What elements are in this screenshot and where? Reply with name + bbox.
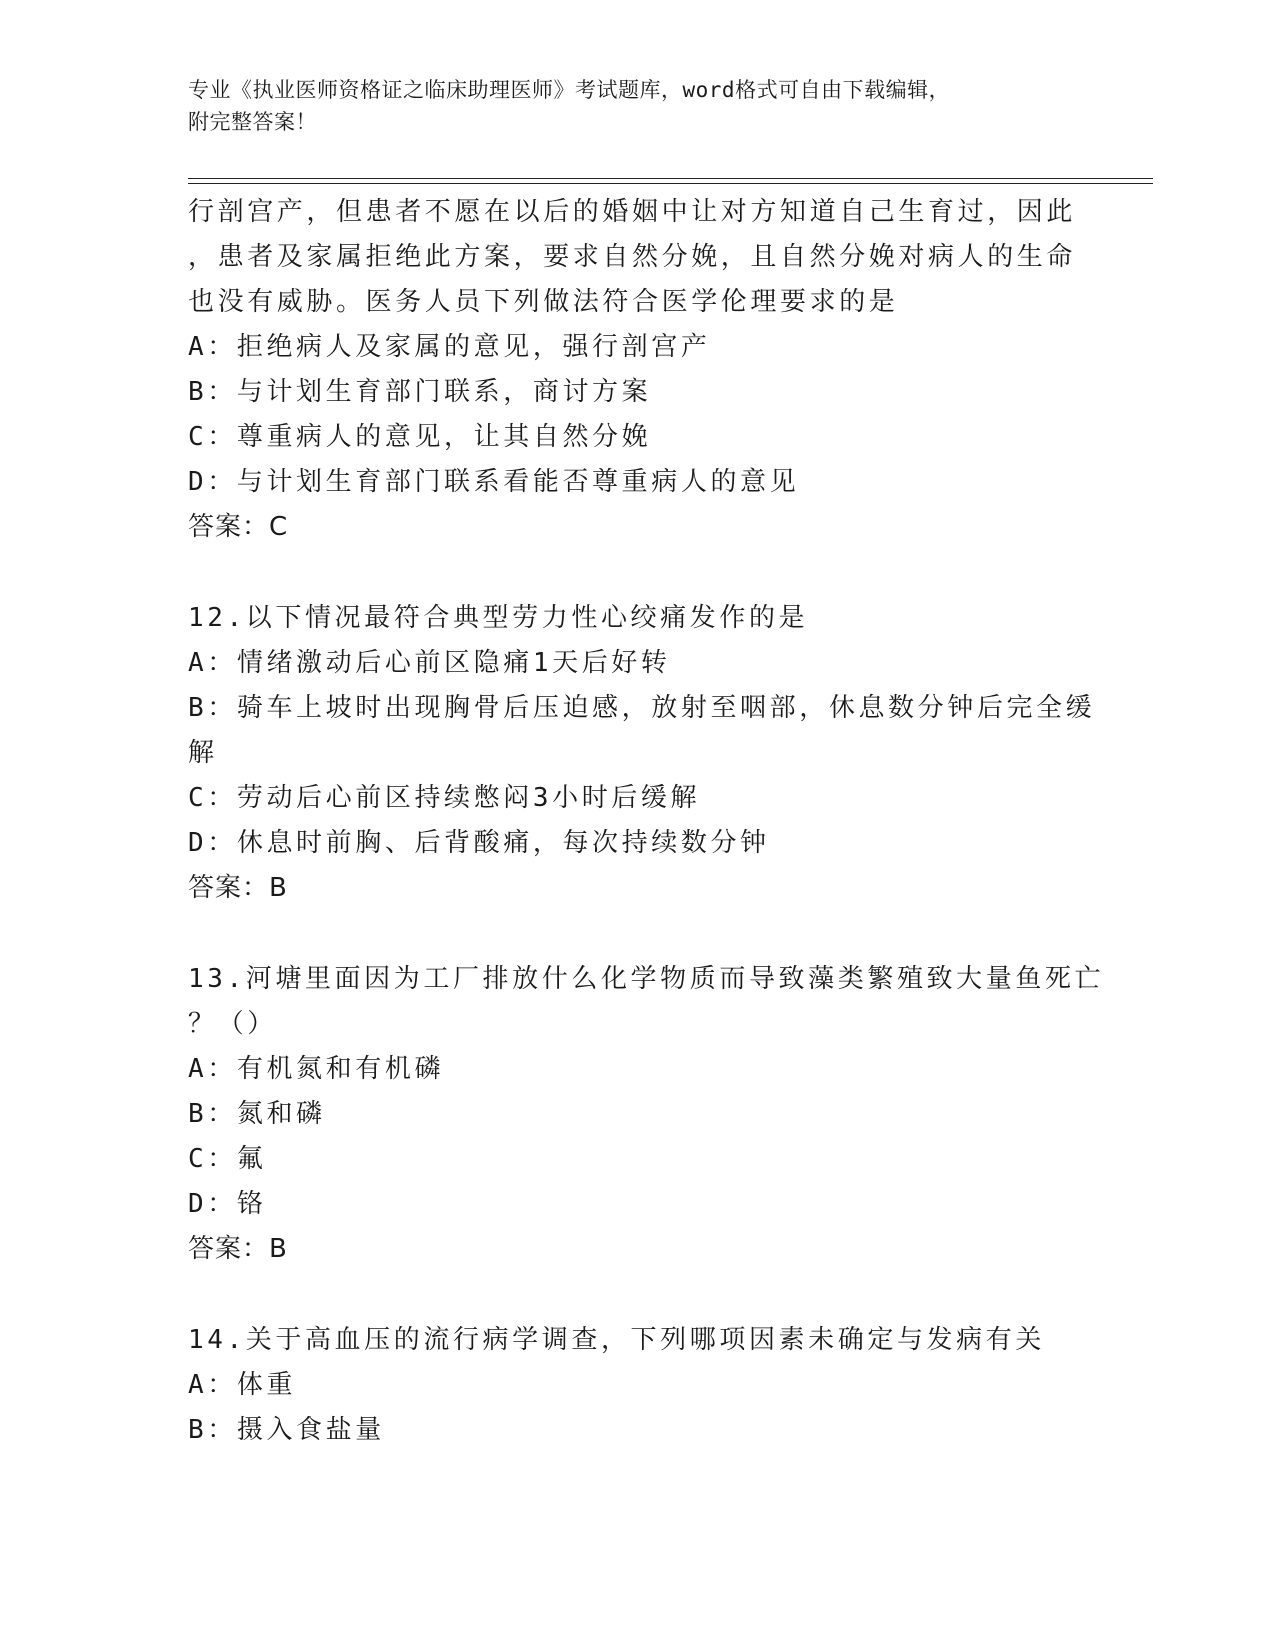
option-b-continued: 解 (188, 738, 218, 768)
option-a: A：体重 (188, 1370, 297, 1400)
question-stem-line: 行剖宫产，但患者不愿在以后的婚姻中让对方知道自己生育过，因此 (188, 197, 1077, 227)
option-b: B：摄入食盐量 (188, 1415, 385, 1445)
spacer (188, 1272, 1088, 1318)
option-b: B：氮和磷 (188, 1099, 326, 1129)
answer-line: 答案：B (188, 873, 288, 903)
option-b: B：骑车上坡时出现胸骨后压迫感，放射至咽部，休息数分钟后完全缓 (188, 693, 1096, 723)
question-13 (188, 957, 1105, 1272)
option-a: A：拒绝病人及家属的意见，强行剖宫产 (188, 332, 711, 362)
header-line-2: 附完整答案！ (188, 110, 317, 134)
question-stem-line: 14.关于高血压的流行病学调查，下列哪项因素未确定与发病有关 (188, 1325, 1045, 1355)
spacer (188, 911, 1088, 957)
answer-line: 答案：B (188, 1234, 288, 1264)
option-d: D：休息时前胸、后背酸痛，每次持续数分钟 (188, 828, 770, 858)
option-c: C：尊重病人的意见，让其自然分娩 (188, 422, 652, 452)
answer-line: 答案：C (188, 512, 289, 542)
question-stem-line: 13.河塘里面因为工厂排放什么化学物质而导致藻类繁殖致大量鱼死亡 (188, 964, 1105, 994)
header-divider-top (188, 178, 1153, 179)
question-11-continuation (188, 190, 1088, 550)
option-a: A：情绪激动后心前区隐痛1天后好转 (188, 648, 671, 678)
option-d: D：与计划生育部门联系看能否尊重病人的意见 (188, 467, 800, 497)
option-c: C：氟 (188, 1144, 267, 1174)
question-stem-line: ，患者及家属拒绝此方案，要求自然分娩，且自然分娩对病人的生命 (188, 242, 1077, 272)
option-a: A：有机氮和有机磷 (188, 1054, 445, 1084)
option-d: D：铬 (188, 1189, 267, 1219)
question-stem-line: 也没有威胁。医务人员下列做法符合医学伦理要求的是 (188, 287, 899, 317)
option-c: C：劳动后心前区持续憋闷3小时后缓解 (188, 783, 701, 813)
question-14 (188, 1318, 1088, 1453)
question-12 (188, 596, 1096, 911)
header-line-1: 专业《执业医师资格证之临床助理医师》考试题库，word格式可自由下载编辑， (188, 78, 951, 102)
question-stem-line: ？（） (188, 1009, 277, 1039)
document-body (188, 190, 1105, 1453)
page-header (188, 74, 1068, 138)
option-b: B：与计划生育部门联系，商讨方案 (188, 377, 652, 407)
header-divider-bottom (188, 183, 1153, 184)
spacer (188, 550, 1088, 596)
question-stem-line: 12.以下情况最符合典型劳力性心绞痛发作的是 (188, 603, 809, 633)
